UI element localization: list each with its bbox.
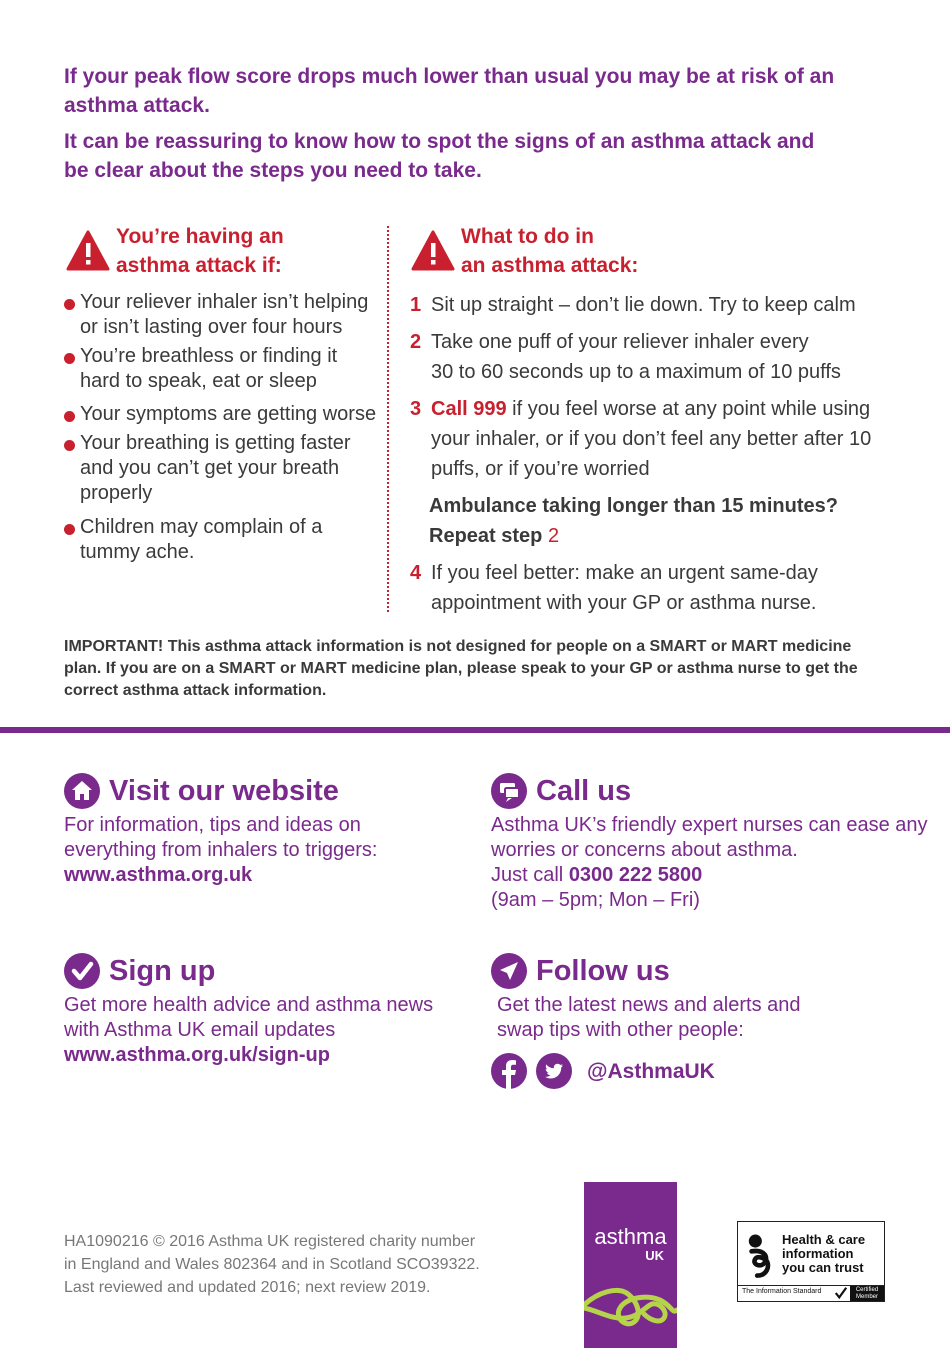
steps-heading-line-1: What to do in bbox=[461, 225, 594, 248]
warning-icon bbox=[66, 230, 110, 272]
call-text: Asthma UK’s friendly expert nurses can ease any worries or concerns about asthma. bbox=[491, 814, 928, 861]
logo-brand: asthma bbox=[594, 1224, 667, 1249]
step-text: Sit up straight – don’t lie down. Try to keep calm bbox=[431, 294, 856, 316]
signs-list bbox=[64, 290, 379, 565]
follow-heading bbox=[491, 953, 821, 989]
call-heading bbox=[491, 773, 931, 809]
footer-line-3: Last reviewed and updated 2016; next review 2019. bbox=[64, 1279, 431, 1296]
ambulance-line-1: Ambulance taking longer than 15 minutes? bbox=[429, 495, 838, 517]
steps-heading bbox=[411, 222, 638, 280]
step-number: 4 bbox=[410, 562, 422, 584]
logo-country: UK bbox=[645, 1248, 664, 1263]
badge-footer bbox=[738, 1285, 884, 1301]
footer-text bbox=[64, 1230, 534, 1299]
step-number: 3 bbox=[410, 398, 422, 420]
checkmark-icon bbox=[834, 1286, 848, 1300]
list-item: You’re breathless or finding it hard to speak, eat or sleep bbox=[64, 344, 379, 394]
step-2 bbox=[410, 327, 910, 387]
section-divider bbox=[0, 727, 950, 733]
signs-heading bbox=[66, 222, 284, 280]
signup-title: Sign up bbox=[109, 955, 216, 987]
ambulance-line-2: Repeat step bbox=[429, 525, 548, 547]
follow-text: Get the latest news and alerts and swap tips with other people: bbox=[497, 994, 801, 1041]
ambulance-note bbox=[410, 491, 910, 551]
website-block bbox=[64, 773, 444, 888]
phone-number[interactable]: 0300 222 5800 bbox=[568, 864, 703, 886]
signup-heading bbox=[64, 953, 454, 989]
knot-icon bbox=[584, 1182, 677, 1348]
call-999-text: Call 999 bbox=[431, 398, 507, 420]
ambulance-step-number: 2 bbox=[547, 525, 560, 547]
signs-heading-text bbox=[116, 222, 284, 280]
chat-icon bbox=[491, 773, 527, 809]
important-notice: IMPORTANT! This asthma attack information is not designed for people on a SMART or MART medicine plan. If you are on a SMART or MART medicine plan, please speak to your GP or asthma nurse to get the correct asthma attack information. bbox=[64, 638, 858, 699]
step-text-line-1: If you feel better: make an urgent same-day bbox=[431, 562, 818, 584]
column-divider bbox=[387, 226, 389, 612]
website-text: For information, tips and ideas on everything from inhalers to triggers: bbox=[64, 814, 378, 861]
intro bbox=[64, 62, 844, 192]
step-1 bbox=[410, 290, 910, 320]
checkmark-icon bbox=[64, 953, 100, 989]
badge-standard: The Information Standard bbox=[742, 1288, 822, 1295]
follow-title: Follow us bbox=[536, 955, 670, 987]
call-hours: (9am – 5pm; Mon – Fri) bbox=[491, 889, 700, 911]
asthma-uk-logo bbox=[584, 1182, 677, 1348]
footer-line-1: HA1090216 © 2016 Asthma UK registered charity number bbox=[64, 1233, 476, 1250]
intro-line-2: It can be reassuring to know how to spot the signs of an asthma attack and be clear about the steps you need to take. bbox=[64, 130, 815, 182]
badge-line-3: you can trust bbox=[782, 1260, 864, 1275]
list-item: Your reliever inhaler isn’t helping or isn’t lasting over four hours bbox=[64, 290, 379, 340]
step-4 bbox=[410, 558, 910, 618]
call-prefix: Just call bbox=[491, 864, 569, 886]
send-icon bbox=[491, 953, 527, 989]
signs-heading-line-2: asthma attack if: bbox=[116, 254, 282, 277]
signs-heading-line-1: You’re having an bbox=[116, 225, 284, 248]
social-links bbox=[491, 1053, 821, 1089]
website-link[interactable]: www.asthma.org.uk bbox=[64, 864, 253, 886]
steps-list bbox=[410, 290, 910, 618]
info-standard-logo-icon bbox=[746, 1232, 774, 1280]
call-title: Call us bbox=[536, 775, 632, 807]
list-item: Children may complain of a tummy ache. bbox=[64, 515, 379, 565]
intro-line-1: If your peak flow score drops much lower than usual you may be at risk of an asthma attack. bbox=[64, 65, 835, 117]
step-number: 2 bbox=[410, 331, 422, 353]
facebook-icon[interactable] bbox=[491, 1053, 527, 1089]
step-number: 1 bbox=[410, 294, 422, 316]
step-text-line-1: Take one puff of your reliever inhaler every bbox=[431, 331, 809, 353]
call-number-line bbox=[491, 863, 931, 888]
twitter-icon[interactable] bbox=[536, 1053, 572, 1089]
follow-block bbox=[491, 953, 821, 1089]
website-heading bbox=[64, 773, 444, 809]
badge-title bbox=[782, 1233, 865, 1275]
list-item: Your symptoms are getting worse bbox=[64, 402, 379, 427]
step-text: if you feel worse at any point while using your inhaler, or if you don’t feel any better after 10 puffs, or if you’re worried bbox=[431, 398, 872, 480]
signup-link[interactable]: www.asthma.org.uk/sign-up bbox=[64, 1044, 330, 1066]
steps-heading-line-2: an asthma attack: bbox=[461, 254, 639, 277]
call-block bbox=[491, 773, 931, 913]
twitter-handle[interactable]: @AsthmaUK bbox=[587, 1059, 715, 1083]
signup-text: Get more health advice and asthma news with Asthma UK email updates bbox=[64, 994, 434, 1041]
badge-line-2: information bbox=[782, 1246, 854, 1261]
warning-icon bbox=[411, 230, 455, 272]
badge-certified: Certified Member bbox=[850, 1286, 884, 1301]
footer-line-2: in England and Wales 802364 and in Scotland SCO39322. bbox=[64, 1256, 480, 1273]
steps-heading-text bbox=[461, 222, 638, 280]
home-icon bbox=[64, 773, 100, 809]
list-item: Your breathing is getting faster and you can’t get your breath properly bbox=[64, 431, 379, 506]
step-text-line-2: appointment with your GP or asthma nurse. bbox=[431, 592, 817, 614]
information-standard-badge bbox=[737, 1221, 885, 1302]
step-text-line-2: 30 to 60 seconds up to a maximum of 10 puffs bbox=[431, 361, 841, 383]
badge-line-1: Health & care bbox=[782, 1232, 866, 1247]
website-title: Visit our website bbox=[109, 775, 339, 807]
step-3 bbox=[410, 394, 910, 484]
signup-block bbox=[64, 953, 454, 1068]
